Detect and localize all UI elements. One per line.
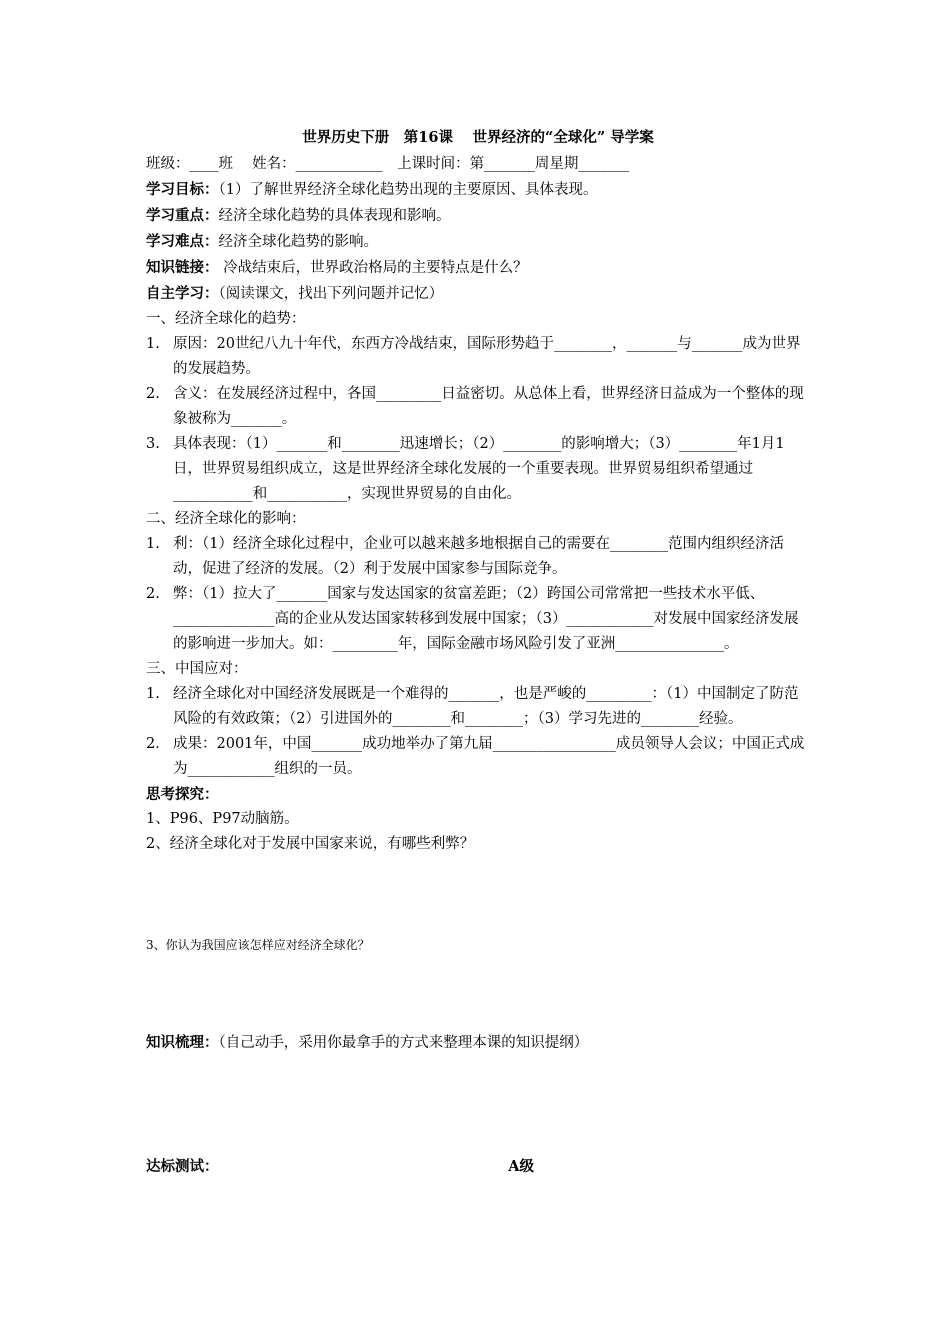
item-number: 1.	[146, 336, 160, 352]
answer-space	[146, 857, 810, 933]
knowledge-link	[146, 255, 810, 281]
worksheet-page	[146, 125, 810, 1179]
item-text: 成果：2001年，中国_______成功地举办了第九届_________________成员领导人会议；中国正式成为____________组织的一员。	[173, 736, 805, 777]
difficulty-text: 经济全球化趋势的影响。	[218, 234, 378, 250]
self-study	[146, 281, 810, 307]
section1-heading: 一、经济全球化的趋势：	[146, 311, 306, 327]
page-title: 世界历史下册 第16课 世界经济的“全球化” 导学案	[302, 129, 654, 146]
test-label: 达标测试：	[146, 1158, 219, 1175]
difficulty-point	[146, 229, 810, 255]
think-question-3: 3、你认为我国应该怎样应对经济全球化？	[146, 938, 370, 952]
test-row	[146, 1154, 810, 1179]
item-text: 原因：20世纪八九十年代，东西方冷战结束，国际形势趋于________，_______与_______成为世界的发展趋势。	[173, 336, 801, 377]
learning-goal-text: （1）了解世界经济全球化趋势出现的主要原因、具体表现。	[218, 182, 598, 198]
section1-item	[146, 432, 810, 507]
item-number: 2．	[146, 736, 170, 752]
answer-space	[146, 1056, 810, 1154]
item-text: 利：（1）经济全球化过程中，企业可以越来越多地根据自己的需要在________范围内组织经济活动，促进了经济的发展。（2）利于发展中国家参与国际竞争。	[173, 536, 784, 577]
knowledge-link-label: 知识链接：	[146, 259, 219, 276]
item-number: 3.	[146, 436, 160, 452]
think-question-1: 1、P96、P97动脑筋。	[146, 811, 299, 827]
test-level: A级	[508, 1158, 534, 1175]
think-question-2: 2、经济全球化对于发展中国家来说，有哪些利弊？	[146, 836, 475, 852]
header-info-line: 班级：____班 姓名：____________ 上课时间：第_______周星期_______	[146, 156, 630, 172]
section2-item	[146, 532, 810, 582]
key-point-text: 经济全球化趋势的具体表现和影响。	[218, 208, 451, 224]
item-number: 2.	[146, 386, 160, 402]
section3-item	[146, 682, 810, 732]
item-text: 具体表现：（1）_______和________迅速增长；（2）________的影响增大；（3）________年1月1日，世界贸易组织成立，这是世界经济全球化发展的一个重要表现。世界贸易组织希望通过___________和___________，实现世界贸易的自由化。	[173, 436, 785, 502]
section1-item	[146, 382, 810, 432]
think-heading: 思考探究：	[146, 786, 219, 803]
section1-item	[146, 332, 810, 382]
key-point	[146, 203, 810, 229]
item-number: 1.	[146, 536, 160, 552]
item-text: 经济全球化对中国经济发展既是一个难得的_______，也是严峻的_________：（1）中国制定了防范风险的有效政策；（2）引进国外的________和________；（3）学习先进的________经验。	[173, 686, 799, 727]
summary-label: 知识梳理：	[146, 1034, 219, 1051]
item-text: 弊：（1）拉大了_______国家与发达国家的贫富差距；（2）跨国公司常常把一些技术水平低、______________高的企业从发达国家转移到发展中国家；（3）____________对发展中国家经济发展的影响进一步加大。如：_________年，国际金融市场风险引发了亚洲_______________。	[173, 586, 799, 652]
section3-item	[146, 732, 810, 782]
self-study-label: 自主学习：	[146, 285, 219, 302]
learning-goal-label: 学习目标：	[146, 181, 219, 198]
item-number: 1.	[146, 686, 160, 702]
learning-goal	[146, 177, 810, 203]
section2-item	[146, 582, 810, 657]
key-point-label: 学习重点：	[146, 207, 219, 224]
summary-text: （自己动手，采用你最拿手的方式来整理本课的知识提纲）	[218, 1035, 589, 1051]
item-text: 含义：在发展经济过程中，各国_________日益密切。从总体上看，世界经济日益成为一个整体的现象被称为_______。	[173, 386, 804, 427]
answer-space	[146, 958, 810, 1030]
difficulty-label: 学习难点：	[146, 233, 219, 250]
knowledge-summary	[146, 1030, 810, 1056]
section3-heading: 三、中国应对：	[146, 661, 248, 677]
knowledge-link-text: 冷战结束后，世界政治格局的主要特点是什么？	[218, 260, 528, 276]
self-study-text: （阅读课文，找出下列问题并记忆）	[218, 286, 444, 302]
item-number: 2.	[146, 586, 160, 602]
section2-heading: 二、经济全球化的影响：	[146, 511, 306, 527]
